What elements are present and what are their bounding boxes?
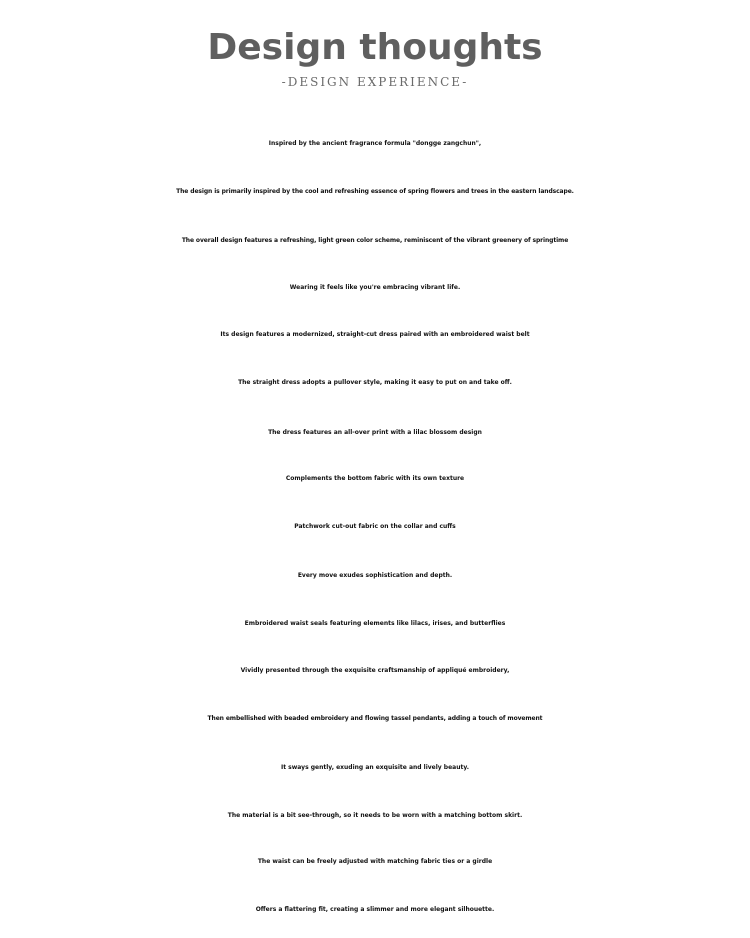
- description-line: Complements the bottom fabric with its own texture: [285, 475, 465, 482]
- description-line: The material is a bit see-through, so it needs to be worn with a matching bottom skirt.: [227, 812, 523, 819]
- page-title: Design thoughts: [207, 27, 543, 68]
- description-line: Its design features a modernized, straight-cut dress paired with an embroidered waist belt: [220, 331, 530, 338]
- description-line: The waist can be freely adjusted with matching fabric ties or a girdle: [257, 858, 493, 865]
- description-line: The overall design features a refreshing, light green color scheme, reminiscent of the vibrant greenery of springtime: [181, 237, 569, 244]
- description-line: Vividly presented through the exquisite craftsmanship of appliqué embroidery,: [240, 667, 510, 674]
- description-line: Patchwork cut-out fabric on the collar and cuffs: [294, 523, 456, 530]
- description-line: Inspired by the ancient fragrance formula "dongge zangchun",: [268, 140, 482, 147]
- description-line: Embroidered waist seals featuring elements like lilacs, irises, and butterflies: [244, 620, 506, 627]
- description-line: Wearing it feels like you're embracing vibrant life.: [289, 284, 461, 291]
- page-subtitle: -DESIGN EXPERIENCE-: [281, 75, 469, 89]
- description-line: It sways gently, exuding an exquisite and lively beauty.: [280, 764, 469, 771]
- description-line: Offers a flattering fit, creating a slimmer and more elegant silhouette.: [255, 906, 495, 913]
- description-line: The straight dress adopts a pullover style, making it easy to put on and take off.: [238, 379, 512, 386]
- description-line: The dress features an all-over print with a lilac blossom design: [268, 429, 482, 436]
- description-line: Then embellished with beaded embroidery and flowing tassel pendants, adding a touch of movement: [207, 715, 543, 722]
- description-line: The design is primarily inspired by the cool and refreshing essence of spring flowers and trees in the eastern landscape.: [176, 188, 574, 195]
- description-line: Every move exudes sophistication and depth.: [297, 572, 453, 579]
